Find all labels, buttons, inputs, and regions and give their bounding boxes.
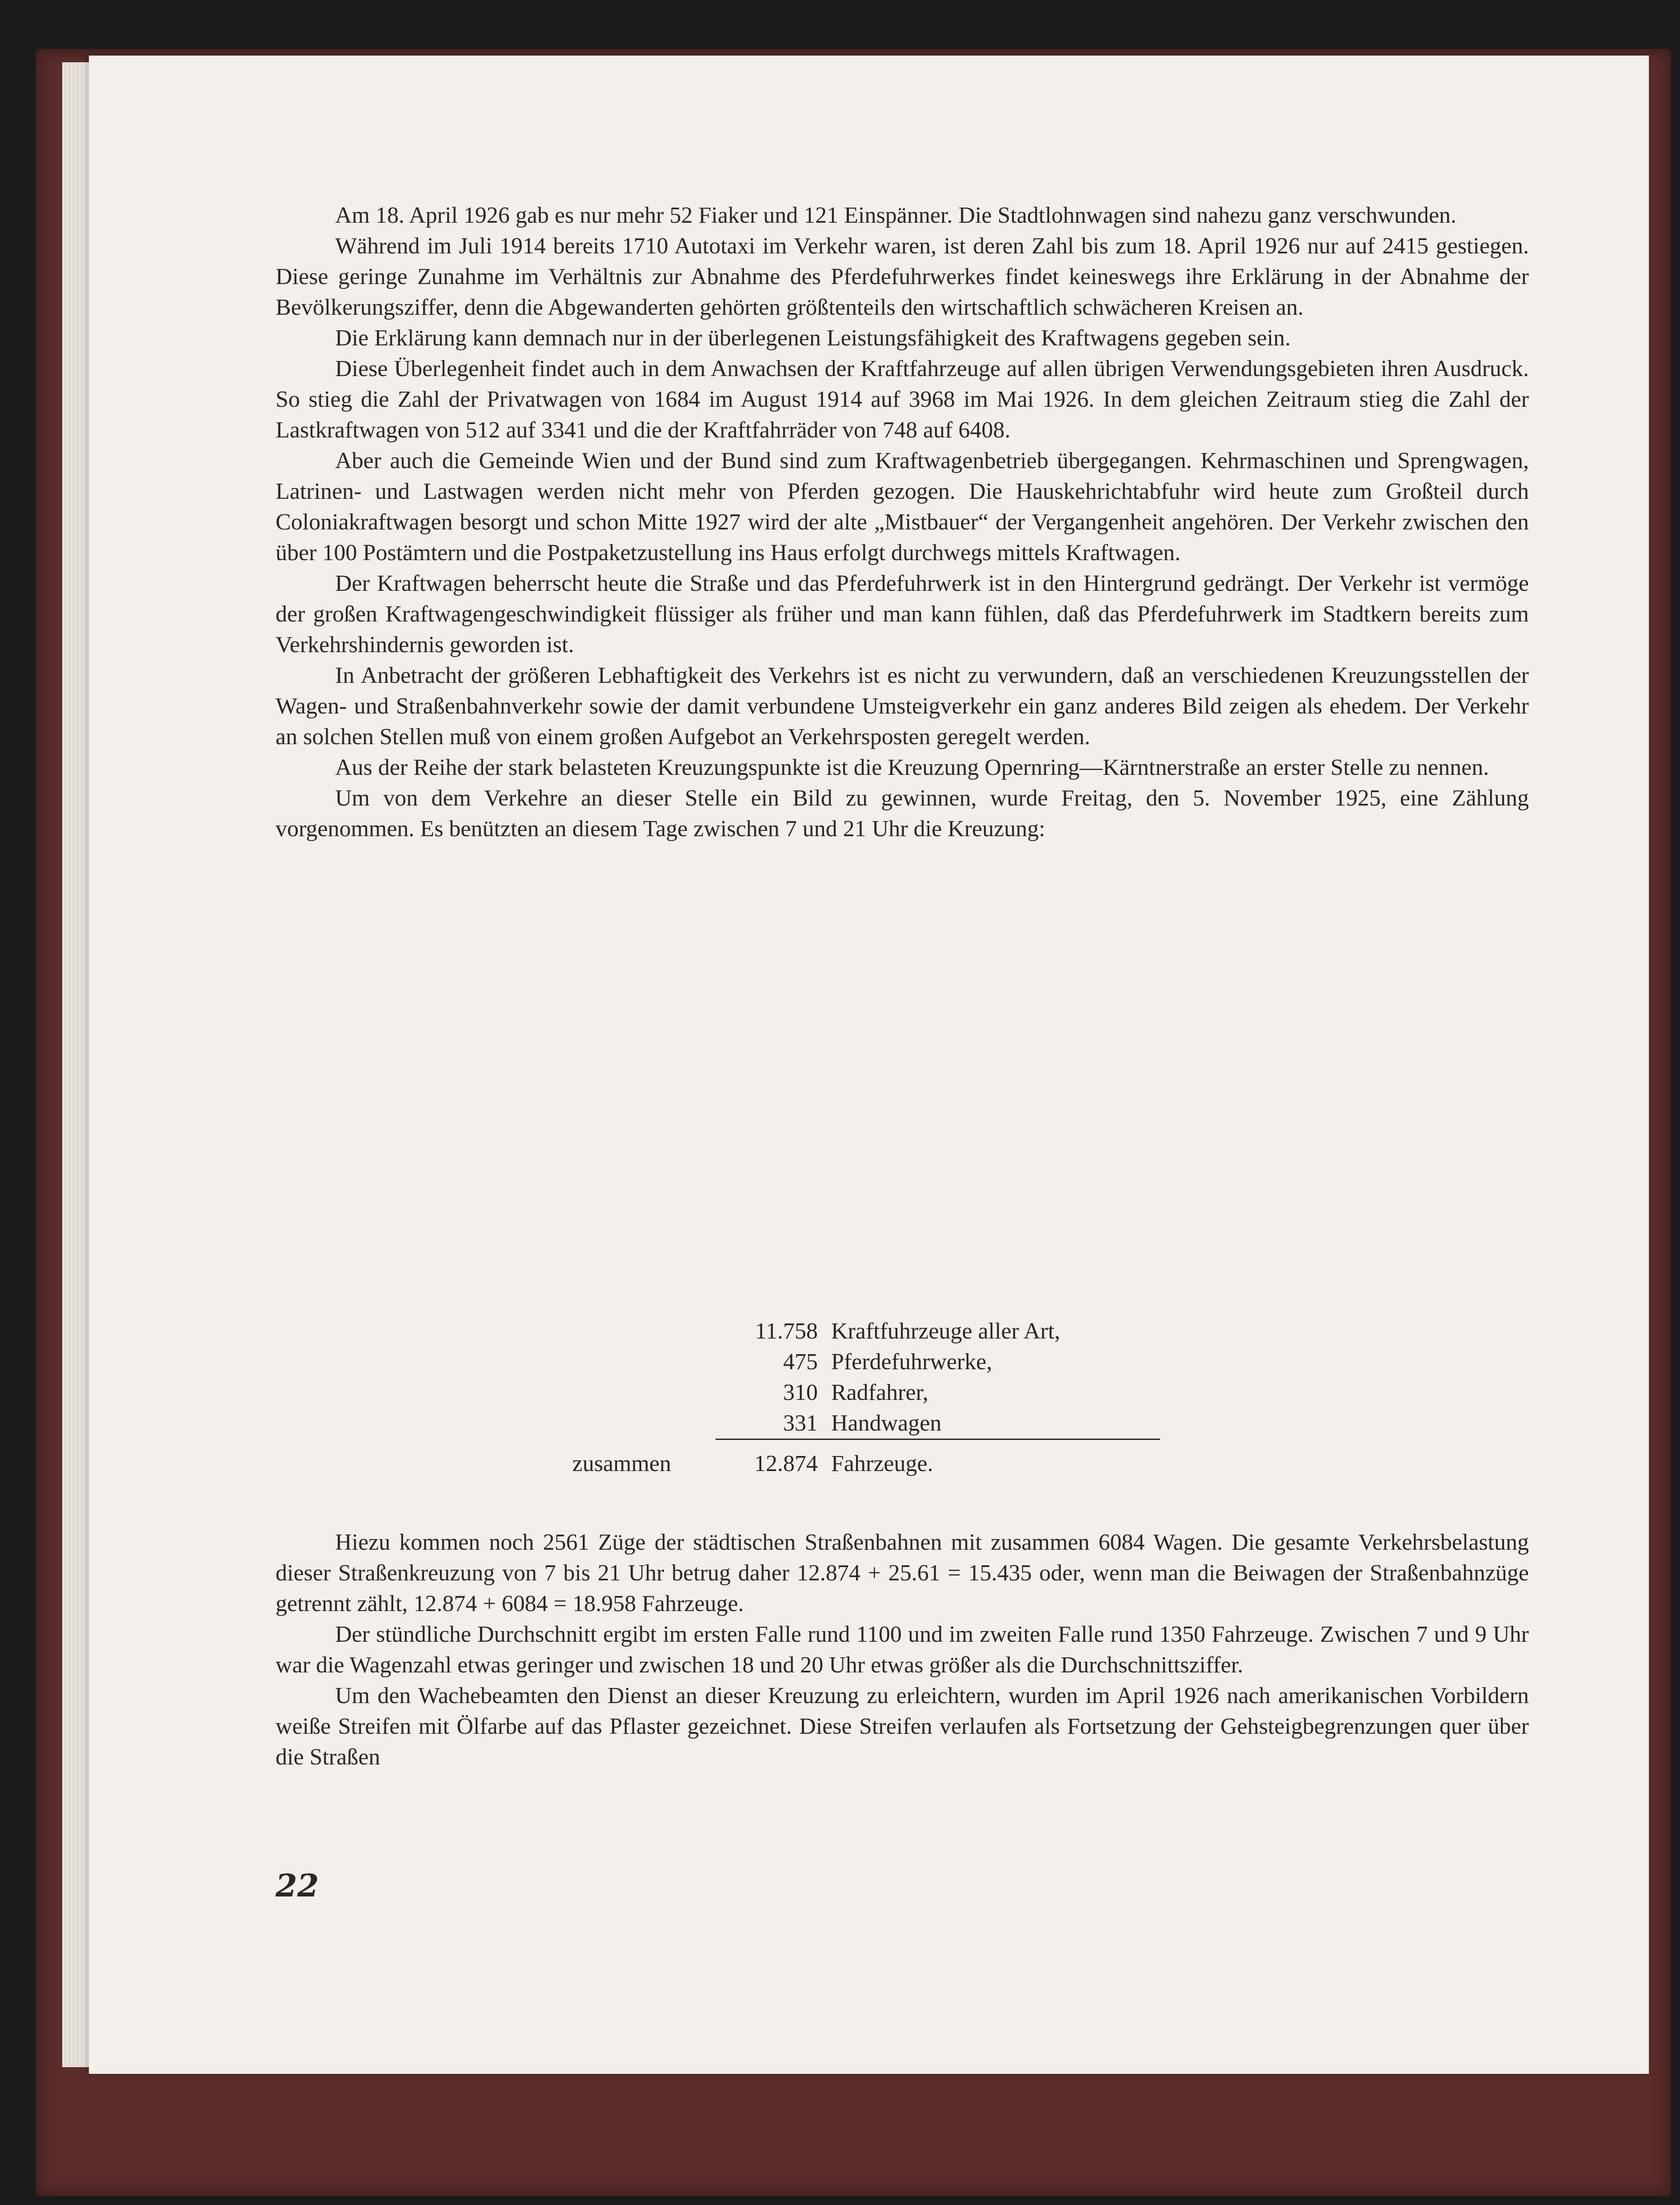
paragraph: Aus der Reihe der stark belasteten Kreuzungspunkte ist die Kreuzung Opernring—Kärntnerstraße an erster Stelle zu nennen. [335,755,1489,780]
body-text-top [276,200,1529,844]
paragraph: Der Kraftwagen beherrscht heute die Straße und das Pferdefuhrwerk ist in den Hintergrund gedrängt. Der Verkehr ist vermöge der großen Kraftwagengeschwindigkeit flüssiger als früher und man kann fühlen, daß das Pferdefuhrwerk im Stadtkern bereits zum Verkehrshindernis geworden ist. [276,571,1529,657]
traffic-count-table [511,1316,1178,1479]
table-row [511,1408,1178,1439]
count-label: Kraftfuhrzeuge aller Art, [831,1319,1060,1344]
paragraph: Aber auch die Gemeinde Wien und der Bund sind zum Kraftwagenbetrieb übergegangen. Kehrmaschinen und Sprengwagen, Latrinen- und Lastwagen werden nicht mehr von Pferden gezogen. Die Hauskehrichtabfuhr wird heute zum Großteil durch Coloniakraftwagen besorgt und schon Mitte 1927 wird der alte „Mistbauer“ der Vergangenheit angehören. Der Verkehr zwischen den über 100 Postämtern und die Postpaketzustellung ins Haus erfolgt durchwegs mittels Kraftwagen. [276,448,1529,565]
count-value: 475 [783,1349,818,1375]
table-row [511,1347,1178,1377]
total-row [511,1448,1178,1479]
count-value: 11.758 [755,1319,818,1344]
paragraph: Diese Überlegenheit findet auch in dem Anwachsen der Kraftfahrzeuge auf allen übrigen Verwendungsgebieten ihren Ausdruck. So stieg die Zahl der Privatwagen von 1684 im August 1914 auf 3968 im Mai 1926. In dem gleichen Zeitraum stieg die Zahl der Lastkraftwagen von 512 auf 3341 und die der Kraftfahrräder von 748 auf 6408. [276,356,1529,443]
paragraph: In Anbetracht der größeren Lebhaftigkeit des Verkehrs ist es nicht zu verwundern, daß an verschiedenen Kreuzungsstellen der Wagen- und Straßenbahnverkehr sowie der damit verbundene Umsteigverkehr ein ganz anderes Bild zeigen als ehedem. Der Verkehr an solchen Stellen muß von einem großen Aufgebot an Verkehrsposten geregelt werden. [276,663,1529,750]
table-row [511,1377,1178,1408]
paragraph: Am 18. April 1926 gab es nur mehr 52 Fiaker und 121 Einspänner. Die Stadtlohnwagen sind nahezu ganz verschwunden. [335,203,1456,228]
paragraph: Der stündliche Durchschnitt ergibt im ersten Falle rund 1100 und im zweiten Falle rund 1350 Fahrzeuge. Zwischen 7 und 9 Uhr war die Wagenzahl etwas geringer und zwischen 18 und 20 Uhr etwas größer als die Durchschnittsziffer. [276,1622,1529,1678]
paragraph: Um den Wachebeamten den Dienst an dieser Kreuzung zu erleichtern, wurden im April 1926 nach amerikanischen Vorbildern weiße Streifen mit Ölfarbe auf das Pflaster gezeichnet. Diese Streifen verlaufen als Fortsetzung der Gehsteigbegrenzungen quer über die Straßen [276,1683,1529,1770]
total-label: zusammen [572,1451,671,1476]
paragraph: Die Erklärung kann demnach nur in der überlegenen Leistungsfähigkeit des Kraftwagens gegeben sein. [335,325,1291,351]
body-text-bottom [276,1527,1529,1772]
total-value: 12.874 [754,1451,818,1476]
paragraph: Hiezu kommen noch 2561 Züge der städtischen Straßenbahnen mit zusammen 6084 Wagen. Die gesamte Verkehrsbelastung dieser Straßenkreuzung von 7 bis 21 Uhr betrug daher 12.874 + 25.61 = 15.435 oder, wenn man die Beiwagen der Straßenbahnzüge getrennt zählt, 12.874 + 6084 = 18.958 Fahrzeuge. [276,1530,1529,1616]
count-value: 331 [783,1411,818,1436]
total-unit: Fahrzeuge. [831,1451,933,1476]
sum-rule [716,1439,1160,1440]
count-value: 310 [783,1380,818,1405]
count-label: Pferdefuhrwerke, [831,1349,992,1375]
count-label: Handwagen [831,1411,942,1436]
paragraph: Während im Juli 1914 bereits 1710 Autotaxi im Verkehr waren, ist deren Zahl bis zum 18. April 1926 nur auf 2415 gestiegen. Diese geringe Zunahme im Verhältnis zur Abnahme des Pferdefuhrwerkes findet keineswegs ihre Erklärung in der Abnahme der Bevölkerungsziffer, denn die Abgewanderten gehörten größtenteils den wirtschaftlich schwächeren Kreisen an. [276,233,1529,320]
page-number: 22 [276,1867,319,1904]
count-label: Radfahrer, [831,1380,928,1405]
table-row [511,1316,1178,1347]
paragraph: Um von dem Verkehre an dieser Stelle ein Bild zu gewinnen, wurde Freitag, den 5. November 1925, eine Zählung vorgenommen. Es benützten an diesem Tage zwischen 7 und 21 Uhr die Kreuzung: [276,786,1529,842]
